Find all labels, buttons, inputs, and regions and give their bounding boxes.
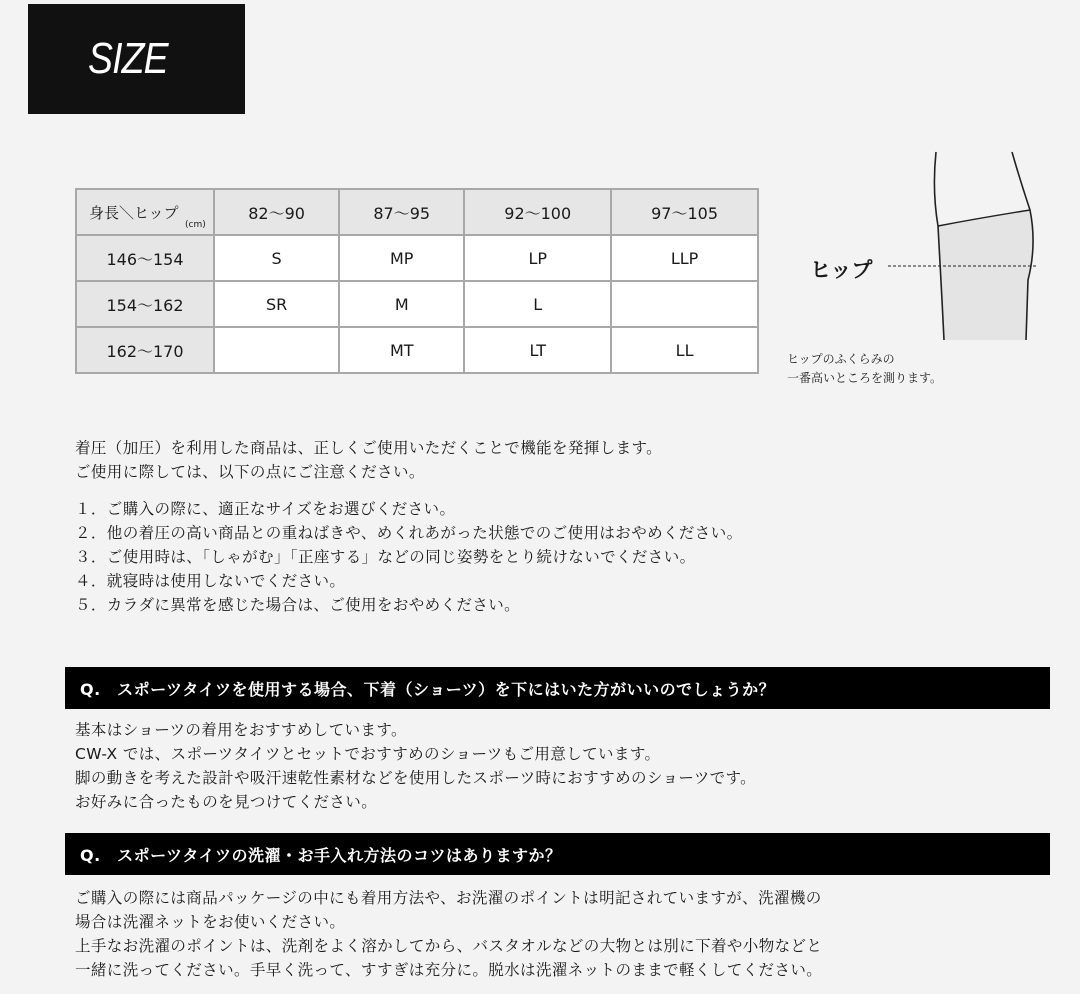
answer-line: 基本はショーツの着用をおすすめしています。 xyxy=(75,721,407,739)
answer-line: 一緒に洗ってください。手早く洗って、すすぎは充分に。脱水は洗濯ネットのままで軽くしてください。 xyxy=(75,961,823,979)
hip-range-header: 87〜95 xyxy=(339,189,464,235)
size-cell: MP xyxy=(339,235,464,281)
size-chart-header-row xyxy=(76,189,758,235)
size-cell: LT xyxy=(464,327,611,373)
hip-range-header: 92〜100 xyxy=(464,189,611,235)
list-item: ５．カラダに異常を感じた場合は、ご使用をおやめください。 xyxy=(75,596,521,614)
faq-answer xyxy=(75,718,756,814)
size-cell: LL xyxy=(611,327,758,373)
corner-unit: (cm) xyxy=(185,220,206,230)
answer-line: 脚の動きを考えた設計や吸汗速乾性素材などを使用したスポーツ時におすすめのショーツです。 xyxy=(75,769,757,787)
list-item: ３．ご使用時は、「しゃがむ」「正座する」などの同じ姿勢をとり続けないでください。 xyxy=(75,548,696,566)
answer-line: お好みに合ったものを見つけてください。 xyxy=(75,793,378,811)
height-range-cell: 162〜170 xyxy=(76,327,214,373)
leg-fill xyxy=(938,210,1033,340)
notice-list xyxy=(75,497,743,617)
size-cell: LLP xyxy=(611,235,758,281)
height-range-cell: 146〜154 xyxy=(76,235,214,281)
size-cell: M xyxy=(339,281,464,327)
size-cell: LP xyxy=(464,235,611,281)
size-chart-corner xyxy=(76,189,214,235)
hip-caption-line: ヒップのふくらみの xyxy=(787,352,895,366)
answer-line: CW-X では、スポーツタイツとセットでおすすめのショーツもご用意しています。 xyxy=(75,745,661,763)
size-title: SIZE xyxy=(88,34,168,83)
faq-question-bar: Q. スポーツタイツの洗濯・お手入れ方法のコツはありますか？ xyxy=(65,833,1050,875)
notice-intro-line: 着圧（加圧）を利用した商品は、正しくご使用いただくことで機能を発揮します。 xyxy=(75,439,663,457)
size-cell: S xyxy=(214,235,339,281)
answer-line: 上手なお洗濯のポイントは、洗剤をよく溶かしてから、バスタオルなどの大物とは別に下着や小物などと xyxy=(75,937,823,955)
corner-label: 身長＼ヒップ xyxy=(89,204,179,222)
size-cell xyxy=(214,327,339,373)
list-item: ２．他の着圧の高い商品との重ねばきや、めくれあがった状態でのご使用はおやめください。 xyxy=(75,524,743,542)
faq-answer xyxy=(75,886,822,982)
notice-intro xyxy=(75,436,662,484)
list-item: ４．就寝時は使用しないでください。 xyxy=(75,572,346,590)
size-cell xyxy=(611,281,758,327)
hip-range-header: 97〜105 xyxy=(611,189,758,235)
size-cell: MT xyxy=(339,327,464,373)
hip-measure-figure xyxy=(880,150,1060,340)
answer-line: ご購入の際には商品パッケージの中にも着用方法や、お洗濯のポイントは明記されていますが、洗濯機の xyxy=(75,889,822,907)
table-row xyxy=(76,327,758,373)
faq-question-bar: Q. スポーツタイツを使用する場合、下着（ショーツ）を下にはいた方がいいのでしょうか？ xyxy=(65,667,1050,709)
hip-caption-line: 一番高いところを測ります。 xyxy=(787,371,943,385)
table-row xyxy=(76,281,758,327)
answer-line: 場合は洗濯ネットをお使いください。 xyxy=(75,913,346,931)
size-cell: SR xyxy=(214,281,339,327)
table-row xyxy=(76,235,758,281)
size-chart-table xyxy=(75,188,759,374)
hip-caption xyxy=(787,350,942,388)
list-item: １．ご購入の際に、適正なサイズをお選びください。 xyxy=(75,500,456,518)
hip-label: ヒップ xyxy=(810,258,873,282)
notice-intro-line: ご使用に際しては、以下の点にご注意ください。 xyxy=(75,463,425,481)
hip-range-header: 82〜90 xyxy=(214,189,339,235)
size-title-box xyxy=(28,4,245,114)
height-range-cell: 154〜162 xyxy=(76,281,214,327)
size-cell: L xyxy=(464,281,611,327)
